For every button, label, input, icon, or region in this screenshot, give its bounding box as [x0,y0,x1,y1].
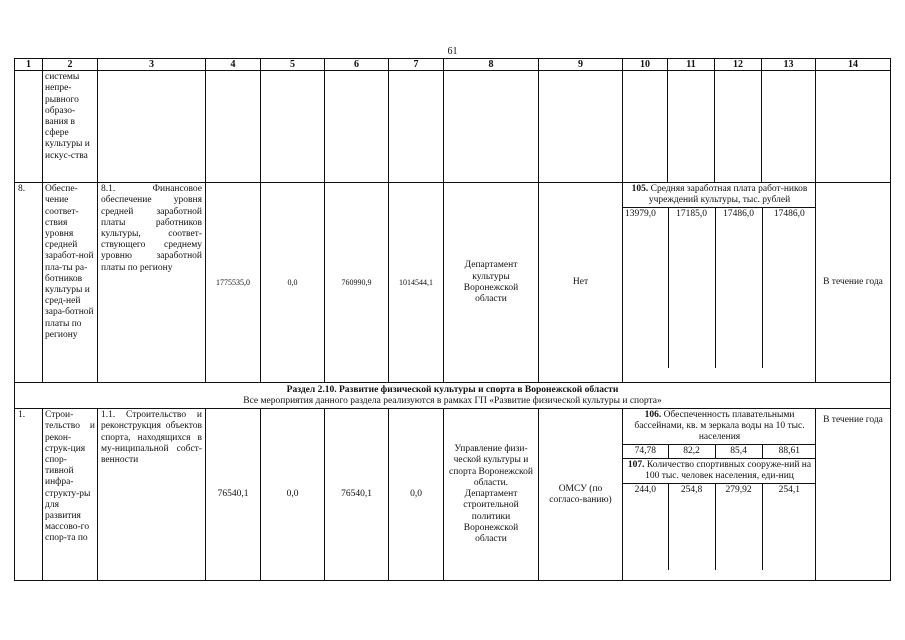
section-header-row [15,383,891,409]
indicator-value: 74,78 [623,445,668,459]
col-header-2: 2 [43,59,98,71]
col-header-3: 3 [98,59,206,71]
indicator-table [623,409,816,570]
indicator-number: 106. [644,410,662,421]
cell [389,71,444,183]
cell [325,71,389,183]
indicator-value: 254,1 [762,484,816,570]
indicator-text [623,183,816,208]
indicator-values [623,445,816,459]
deadline: В течение года [816,183,891,383]
col-header-11: 11 [668,59,715,71]
indicator-header [623,183,816,208]
activity-name: 1.1. Строительство и реконструкция объектов спорта, находящихся в му-ниципальной собст-венности [98,409,206,581]
indicator-value: 85,4 [715,445,762,459]
program-table [14,58,891,581]
indicator-value: 13979,0 [623,208,668,368]
col-header-12: 12 [715,59,762,71]
indicator-value: 279,92 [715,484,762,570]
indicator-header [623,409,816,445]
indicator-text [623,459,816,484]
cell [206,71,261,183]
section-title: Раздел 2.10. Развитие физической культуры и спорта в Воронежской области [286,384,619,395]
measure-name: Строи-тельство и рекон-струк-ция спор-тивной инфра-структу-ры для развития массово-го спор-та по [43,409,98,581]
funding-regional: 76540,1 [325,409,389,581]
measure-name: Обеспе-чение соответ-ствия уровня средней заработ-ной пла-ты ра-ботников культуры и сред-ней зара-ботной платы по региону [43,183,98,383]
row-number: 8. [15,183,43,383]
indicator-description: Обеспеченность плавательными бассейнами, кв. м зеркала воды на 10 тыс. населения [634,410,805,443]
indicator-text [623,409,816,445]
funding-total: 1775535,0 [206,183,261,383]
deadline: В течение года [816,409,891,581]
funding-regional: 760990,9 [325,183,389,383]
col-header-9: 9 [539,59,623,71]
continuation-row [15,71,891,183]
indicator-block [623,183,816,383]
indicator-value: 82,2 [668,445,715,459]
indicator-value: 17185,0 [668,208,715,368]
col-header-6: 6 [325,59,389,71]
cell [539,71,623,183]
cell [623,71,668,183]
indicator-description: Средняя заработная плата работ-ников учреждений культуры, тыс. рублей [648,184,808,206]
col-header-13: 13 [762,59,816,71]
cell [444,71,539,183]
funding-total: 76540,1 [206,409,261,581]
co-executor: ОМСУ (по согласо-ванию) [539,409,623,581]
cell [762,71,816,183]
cell [15,71,43,183]
indicator-value: 17486,0 [762,208,816,368]
page-number: 61 [447,46,458,57]
col-header-8: 8 [444,59,539,71]
section-header [15,383,891,409]
col-header-10: 10 [623,59,668,71]
funding-local: 1014544,1 [389,183,444,383]
indicator-value: 244,0 [623,484,668,570]
indicator-value: 88,61 [762,445,816,459]
cell [816,71,891,183]
table-row-8 [15,183,891,383]
cell [715,71,762,183]
section-subtitle: Все мероприятия данного раздела реализуются в рамках ГП «Развитие физической культуры и спорта» [243,395,662,406]
indicator-values [623,208,816,368]
funding-local: 0,0 [389,409,444,581]
col-header-4: 4 [206,59,261,71]
executor: Департамент культуры Воронежской области [444,183,539,383]
funding-federal: 0,0 [261,183,325,383]
col-header-5: 5 [261,59,325,71]
indicator-header [623,459,816,484]
table-row-1 [15,409,891,581]
indicator-block [623,409,816,581]
indicator-number: 105. [631,184,649,195]
cell [98,71,206,183]
indicator-values [623,484,816,570]
executor: Управление физи-ческой культуры и спорта Воронежской области. Департамент строительной политики Воронежской области [444,409,539,581]
cell [261,71,325,183]
indicator-value: 17486,0 [715,208,762,368]
funding-federal: 0,0 [261,409,325,581]
indicator-number: 107. [627,460,645,471]
activity-name: 8.1. Финансовое обеспечение уровня средней заработной платы работников культуры, соответ-ствующего среднему уровню заработной платы по региону [98,183,206,383]
indicator-table [623,183,816,368]
cont-measure-cell: системы непре-рывного образо-вания в сфере культуры и искус-ства [43,71,98,183]
col-header-7: 7 [389,59,444,71]
row-number: 1. [15,409,43,581]
column-numbers-row [15,59,891,71]
cell [668,71,715,183]
co-executor: Нет [539,183,623,383]
indicator-value: 254,8 [668,484,715,570]
indicator-description: Количество спортивных сооруже-ний на 100 тыс. человек населения, еди-ниц [645,460,812,482]
col-header-14: 14 [816,59,891,71]
col-header-1: 1 [15,59,43,71]
